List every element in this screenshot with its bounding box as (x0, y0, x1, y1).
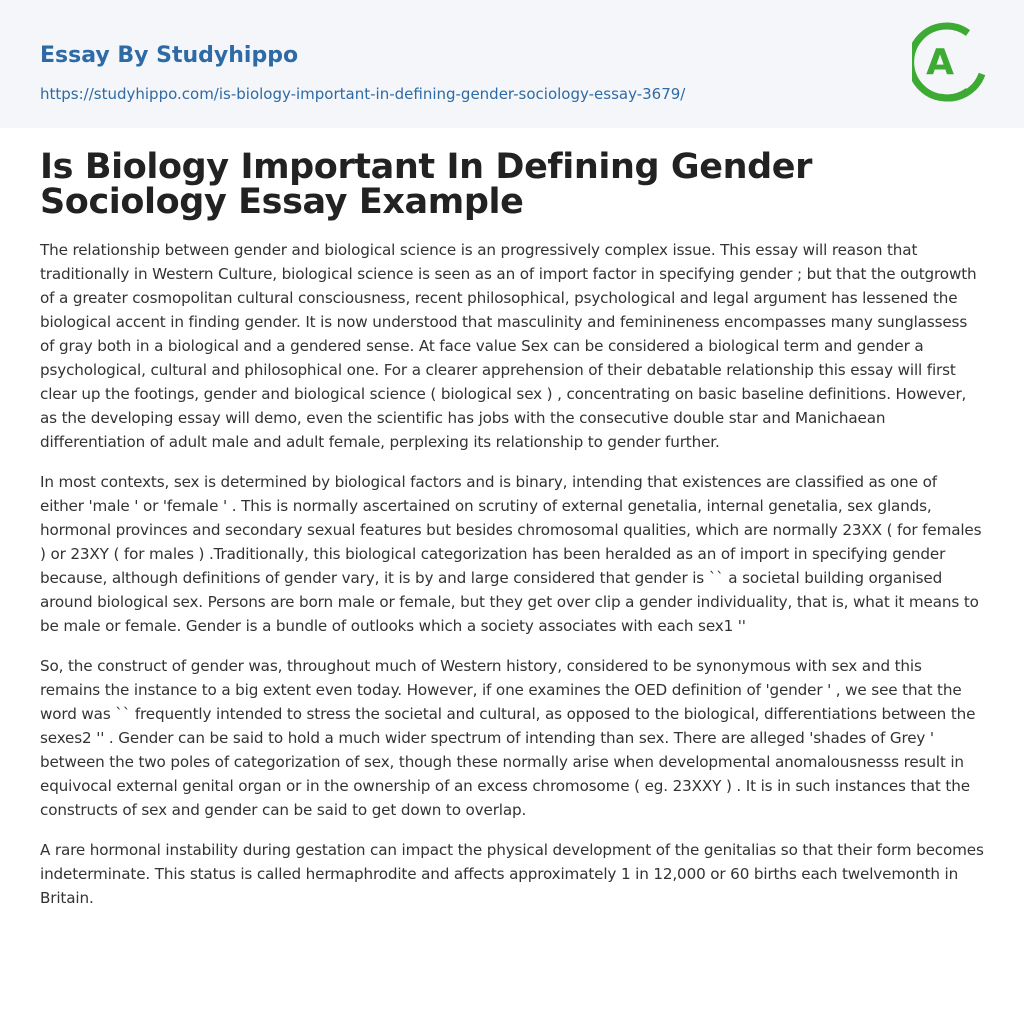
site-header (0, 0, 1024, 128)
article-body (40, 238, 984, 910)
article-paragraph: In most contexts, sex is determined by biological factors and is binary, intending that existences are classified as one of either 'male ' or 'female ' . This is normally ascertained on scrutiny of external genetalia, internal genetalia, sex glands, hormonal provinces and secondary sexual features but besides chromosomal qualities, which are normally 23XX ( for females ) or 23XY ( for males ) .Traditionally, this biological categorization has been heralded as an of import in specifying gender because, although definitions of gender vary, it is by and large considered that gender is `` a societal building organised around biological sex. Persons are born male or female, but they get over clip a gender individuality, that is, what it means to be male or female. Gender is a bundle of outlooks which a society associates with each sex1 '' (40, 473, 982, 635)
article-paragraph: So, the construct of gender was, throughout much of Western history, considered to be synonymous with sex and this remains the instance to a big extent even today. However, if one examines the OED definition of 'gender ' , we see that the word was `` frequently intended to stress the societal and cultural, as opposed to the biological, differentiations between the sexes2 '' . Gender can be said to hold a much wider spectrum of intending than sex. There are alleged 'shades of Grey ' between the two poles of categorization of sex, though these normally arise when developmental anomalousnesss result in equivocal external genital organ or in the ownership of an excess chromosome ( eg. 23XXY ) . It is in such instances that the constructs of sex and gender can be said to get down to overlap. (40, 657, 976, 819)
logo-letter: A (926, 42, 954, 83)
article-paragraph: A rare hormonal instability during gestation can impact the physical development of the genitalias so that their form becomes indeterminate. This status is called hermaphrodite and affects approximately 1 in 12,000 or 60 births each twelvemonth in Britain. (40, 841, 984, 907)
article-paragraph: The relationship between gender and biological science is an progressively complex issue. This essay will reason that traditionally in Western Culture, biological science is seen as an of import factor in specifying gender ; but that the outgrowth of a greater cosmopolitan cultural consciousness, recent philosophical, psychological and legal argument has lessened the biological accent in finding gender. It is now understood that masculinity and feminineness encompasses many sunglassess of gray both in a biological and a gendered sense. At face value Sex can be considered a biological term and gender a psychological, cultural and philosophical one. For a clearer apprehension of their debatable relationship this essay will first clear up the footings, gender and biological science ( biological sex ) , concentrating on basic baseline definitions. However, as the developing essay will demo, even the scientific has jobs with the consecutive double star and Manichaean differentiation of adult male and adult female, perplexing its relationship to gender further. (40, 241, 977, 451)
article (0, 128, 1024, 910)
studyhippo-logo-icon[interactable] (912, 18, 986, 106)
essay-url-link[interactable]: https://studyhippo.com/is-biology-important-in-defining-gender-sociology-essay-3679/ (40, 85, 686, 103)
site-brand[interactable]: Essay By Studyhippo (40, 43, 299, 68)
article-title: Is Biology Important In Defining Gender Sociology Essay Example (40, 147, 812, 222)
